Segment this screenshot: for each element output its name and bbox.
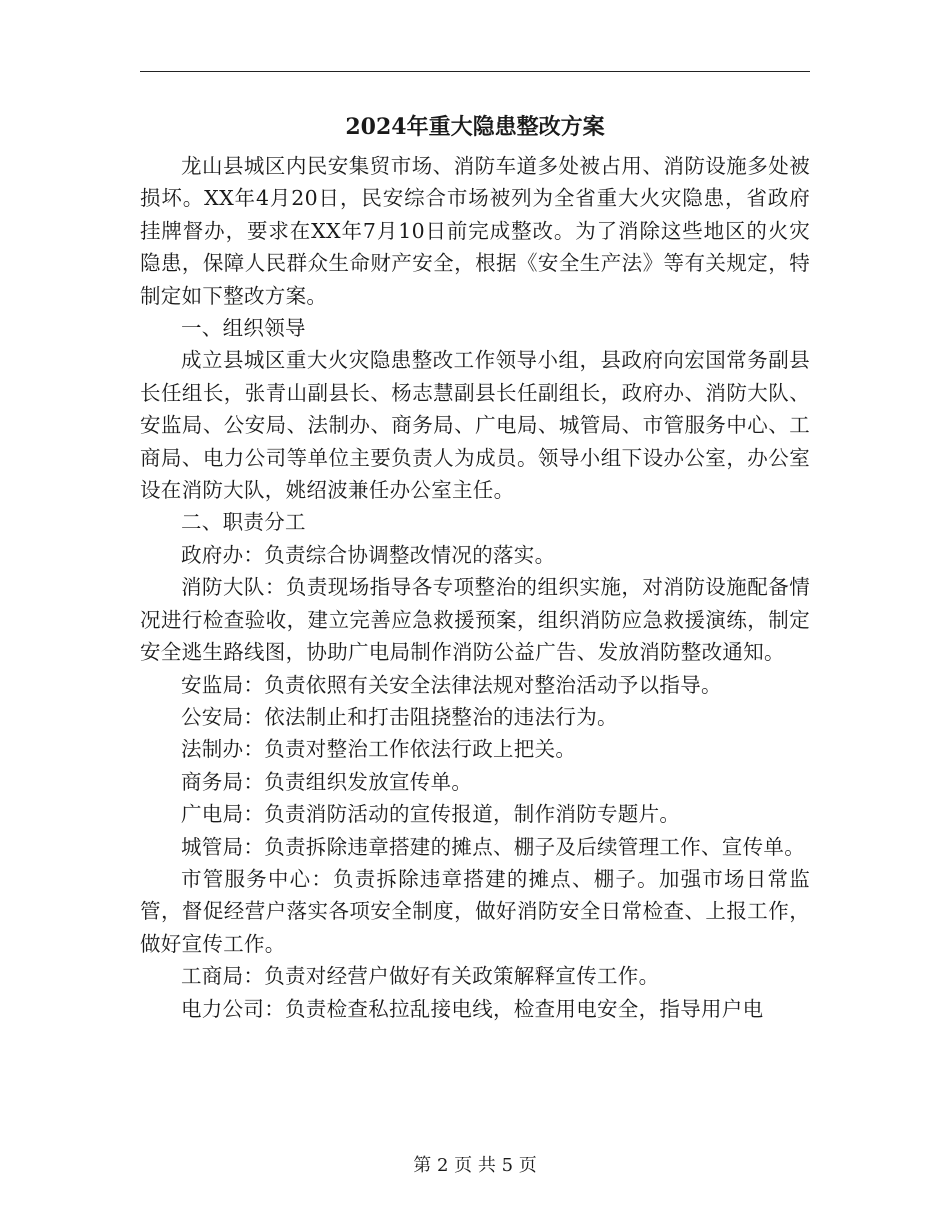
paragraph-duty-market-center: 市管服务中心：负责拆除违章搭建的摊点、棚子。加强市场日常监管，督促经营户落实各项安全制度，做好消防安全日常检查、上报工作，做好宣传工作。 <box>140 866 810 956</box>
paragraph-leadership-group: 成立县城区重大火灾隐患整改工作领导小组，县政府向宏国常务副县长任组长，张青山副县长、杨志慧副县长任副组长，政府办、消防大队、安监局、公安局、法制办、商务局、广电局、城管局、市管服务中心、工商局、电力公司等单位主要负责人为成员。领导小组下设办公室，办公室设在消防大队，姚绍波兼任办公室主任。 <box>140 348 810 503</box>
paragraph-intro: 龙山县城区内民安集贸市场、消防车道多处被占用、消防设施多处被损坏。XX年4月20日，民安综合市场被列为全省重大火灾隐患，省政府挂牌督办，要求在XX年7月10日前完成整改。为了消除这些地区的火灾隐患，保障人民群众生命财产安全，根据《安全生产法》等有关规定，特制定如下整改方案。 <box>140 154 810 308</box>
paragraph-duty-government-office: 政府办：负责综合协调整改情况的落实。 <box>181 542 556 567</box>
paragraph-duty-fire-brigade: 消防大队：负责现场指导各专项整治的组织实施，对消防设施配备情况进行检查验收，建立完善应急救援预案，组织消防应急救援演练，制定安全逃生路线图，协助广电局制作消防公益广告、发放消防整改通知。 <box>140 575 810 665</box>
header-rule <box>140 71 810 72</box>
paragraph-duty-industry-commerce: 工商局：负责对经营户做好有关政策解释宣传工作。 <box>181 964 660 989</box>
paragraph-duty-power-company: 电力公司：负责检查私拉乱接电线，检查用电安全，指导用户电 <box>181 996 764 1021</box>
paragraph-duty-broadcast-bureau: 广电局：负责消防活动的宣传报道，制作消防专题片。 <box>181 802 681 827</box>
paragraph-duty-legal-office: 法制办：负责对整治工作依法行政上把关。 <box>181 737 577 762</box>
section-heading-organization: 一、组织领导 <box>181 316 306 341</box>
paragraph-duty-commerce-bureau: 商务局：负责组织发放宣传单。 <box>181 769 473 794</box>
paragraph-duty-urban-management: 城管局：负责拆除违章搭建的摊点、棚子及后续管理工作、宣传单。 <box>181 834 805 859</box>
paragraph-duty-safety-bureau: 安监局：负责依照有关安全法律法规对整治活动予以指导。 <box>181 672 722 697</box>
document-title: 2024年重大隐患整改方案 <box>345 114 605 140</box>
section-heading-responsibilities: 二、职责分工 <box>181 510 306 535</box>
page-number-footer: 第 2 页 共 5 页 <box>413 1155 537 1176</box>
paragraph-duty-public-security: 公安局：依法制止和打击阻挠整治的违法行为。 <box>181 704 618 729</box>
document-body <box>140 150 810 1025</box>
